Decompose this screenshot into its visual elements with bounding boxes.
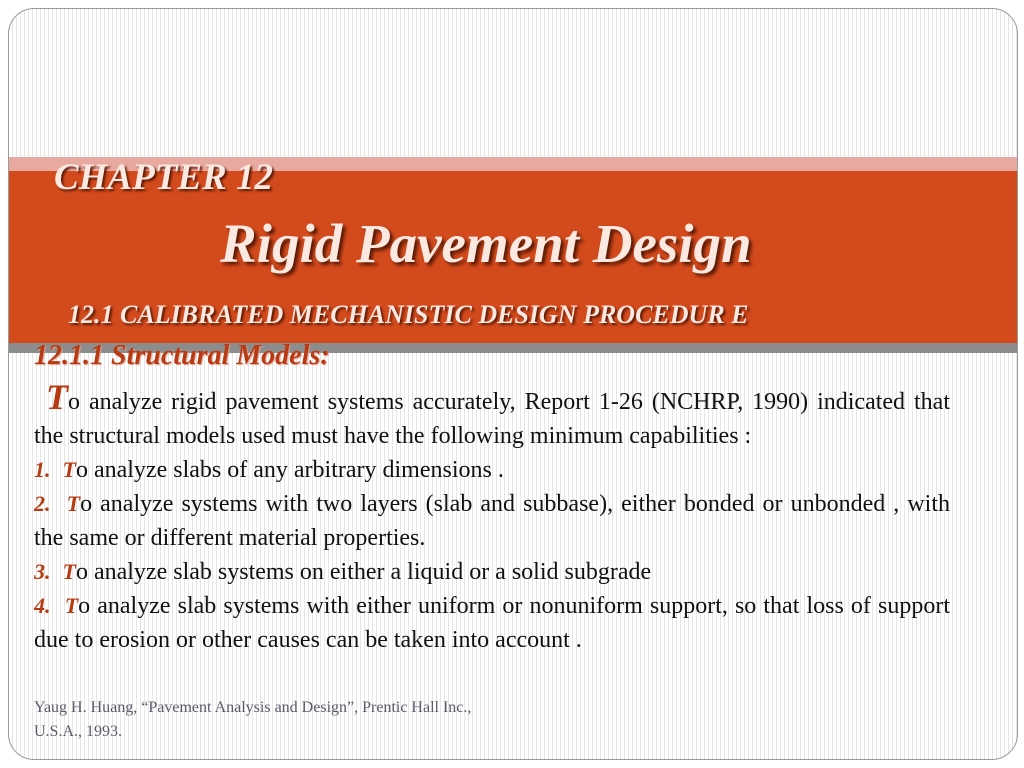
reference-footer [34, 696, 471, 744]
list-item-number: 3. [34, 559, 51, 584]
list-item-text: o analyze slabs of any arbitrary dimensions . [75, 457, 504, 483]
reference-line-2: U.S.A., 1993. [34, 723, 123, 740]
slide-body [34, 377, 951, 657]
list-item-text: o analyze slab systems on either a liquid or a solid subgrade [75, 559, 652, 585]
list-item-2 [34, 487, 950, 555]
intro-text: o analyze rigid pavement systems accurately, Report 1-26 (NCHRP, 1990) indicated that the structural models used must have the following minimum capabilities : [34, 389, 950, 449]
list-item-3 [34, 555, 950, 589]
slide-title: Rigid Pavement Design [220, 213, 752, 274]
list-item-cap: T [64, 593, 79, 618]
list-item-1 [34, 453, 950, 487]
list-item-cap: T [66, 491, 81, 516]
list-item-text: o analyze slab systems with either uniform or nonuniform support, so that loss of support due to erosion or other causes can be taken into account . [34, 593, 950, 653]
section-heading: 12.1 CALIBRATED MECHANISTIC DESIGN PROCEDUR E [68, 300, 749, 329]
reference-line-1: Yaug H. Huang, “Pavement Analysis and Design”, Prentic Hall Inc., [34, 699, 472, 716]
subsection-heading: 12.1.1 Structural Models: [34, 340, 330, 371]
intro-paragraph [34, 377, 950, 453]
chapter-label: CHAPTER 12 [54, 157, 273, 198]
list-item-4 [34, 589, 950, 657]
list-item-text: o analyze systems with two layers (slab and subbase), either bonded or unbonded , with the same or different material properties. [34, 491, 951, 551]
intro-dropcap: T [46, 377, 68, 417]
list-item-number: 2. [34, 491, 51, 516]
list-item-number: 1. [34, 457, 51, 482]
list-item-cap: T [62, 559, 76, 584]
list-item-cap: T [62, 457, 76, 482]
list-item-number: 4. [34, 593, 51, 618]
